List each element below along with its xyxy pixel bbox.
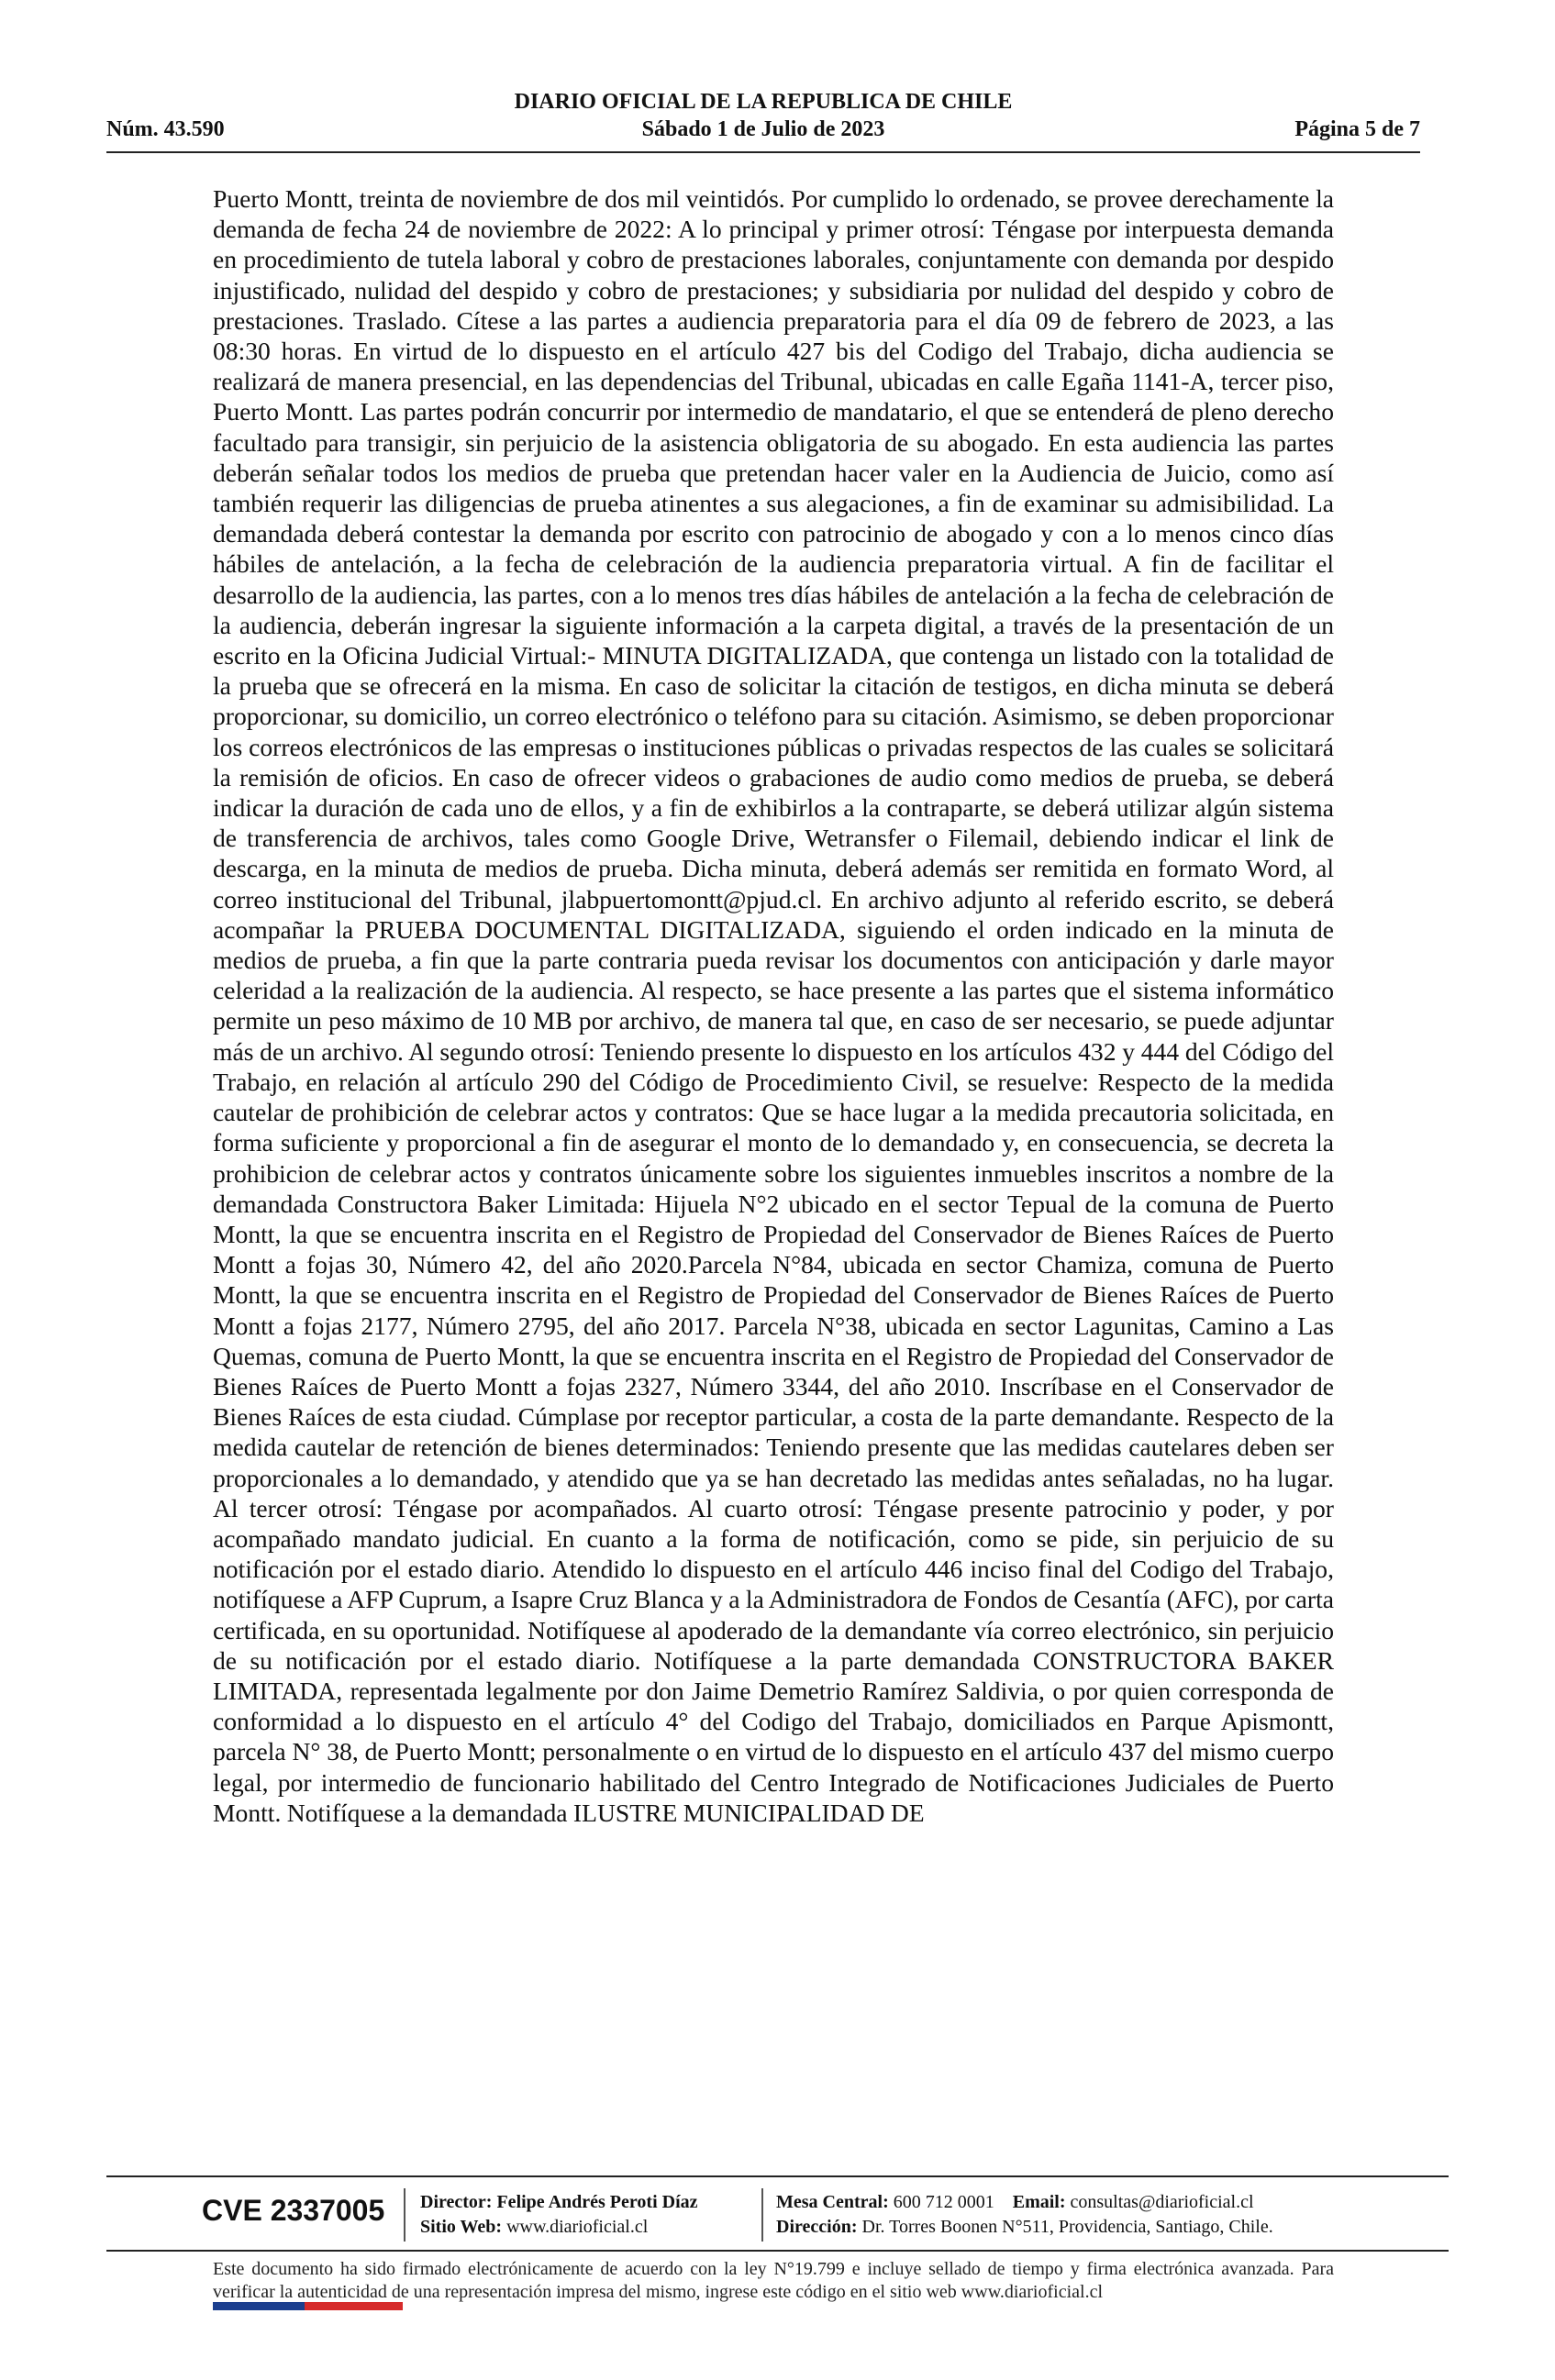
signature-disclaimer: Este documento ha sido firmado electrónicamente de acuerdo con la ley N°19.799 e incluye sellado de tiempo y firma electrónica avanzada. Para verificar la autenticidad de una representación impresa del mismo, ingrese este código en el sitio web www.diarioficial.cl bbox=[213, 2259, 1334, 2302]
page-number: Página 5 de 7 bbox=[1294, 117, 1420, 141]
footer-contact-block bbox=[776, 2190, 1273, 2240]
address-text: Dr. Torres Boonen N°511, Providencia, Santiago, Chile. bbox=[861, 2217, 1273, 2237]
website-link[interactable]: www.diarioficial.cl bbox=[506, 2217, 649, 2237]
body-paragraph: Puerto Montt, treinta de noviembre de dos mil veintidós. Por cumplido lo ordenado, se provee derechamente la demanda de fecha 24 de noviembre de 2022: A lo principal y primer otrosí: Téngase por interpuesta demanda en procedimiento de tutela laboral y cobro de prestaciones laborales, conjuntamente con demanda por despido injustificado, nulidad del despido y cobro de prestaciones; y subsidiaria por nulidad del despido y cobro de prestaciones. Traslado. Cítese a las partes a audiencia preparatoria para el día 09 de febrero de 2023, a las 08:30 horas. En virtud de lo dispuesto en el artículo 427 bis del Codigo del Trabajo, dicha audiencia se realizará de manera presencial, en las dependencias del Tribunal, ubicadas en calle Egaña 1141-A, tercer piso, Puerto Montt. Las partes podrán concurrir por intermedio de mandatario, el que se entenderá de pleno derecho facultado para transigir, sin perjuicio de la asistencia obligatoria de su abogado. En esta audiencia las partes deberán señalar todos los medios de prueba que pretendan hacer valer en la Audiencia de Juicio, como así también requerir las diligencias de prueba atinentes a sus alegaciones, a fin de examinar su admisibilidad. La demandada deberá contestar la demanda por escrito con patrocinio de abogado y con a lo menos cinco días hábiles de antelación, a la fecha de celebración de la audiencia preparatoria virtual. A fin de facilitar el desarrollo de la audiencia, las partes, con a lo menos tres días hábiles de antelación a la fecha de celebración de la audiencia, deberán ingresar la siguiente información a la carpeta digital, a través de la presentación de un escrito en la Oficina Judicial Virtual:- MINUTA DIGITALIZADA, que contenga un listado con la totalidad de la prueba que se ofrecerá en la misma. En caso de solicitar la citación de testigos, en dicha minuta se deberá proporcionar, su domicilio, un correo electrónico o teléfono para su citación. Asimismo, se deben proporcionar los correos electrónicos de las empresas o instituciones públicas o privadas respectos de las cuales se solicitará la remisión de oficios. En caso de ofrecer videos o grabaciones de audio como medios de prueba, se deberá indicar la duración de cada uno de ellos, y a fin de exhibirlos a la contraparte, se deberá utilizar algún sistema de transferencia de archivos, tales como Google Drive, Wetransfer o Filemail, debiendo indicar el link de descarga, en la minuta de medios de prueba. Dicha minuta, deberá además ser remitida en formato Word, al correo institucional del Tribunal, jlabpuertomontt@pjud.cl. En archivo adjunto al referido escrito, se deberá acompañar la PRUEBA DOCUMENTAL DIGITALIZADA, siguiendo el orden indicado en la minuta de medios de prueba, a fin que la parte contraria pueda revisar los documentos con anticipación y darle mayor celeridad a la realización de la audiencia. Al respecto, se hace presente a las partes que el sistema informático permite un peso máximo de 10 MB por archivo, de manera tal que, en caso de ser necesario, se puede adjuntar más de un archivo. Al segundo otrosí: Teniendo presente lo dispuesto en los artículos 432 y 444 del Código del Trabajo, en relación al artículo 290 del Código de Procedimiento Civil, se resuelve: Respecto de la medida cautelar de prohibición de celebrar actos y contratos: Que se hace lugar a la medida precautoria solicitada, en forma suficiente y proporcional a fin de asegurar el monto de lo demandado y, en consecuencia, se decreta la prohibicion de celebrar actos y contratos únicamente sobre los siguientes inmuebles inscritos a nombre de la demandada Constructora Baker Limitada: Hijuela N°2 ubicado en el sector Tepual de la comuna de Puerto Montt, la que se encuentra inscrita en el Registro de Propiedad del Conservador de Bienes Raíces de Puerto Montt a fojas 30, Número 42, del año 2020.Parcela N°84, ubicada en sector Chamiza, comuna de Puerto Montt, la que se encuentra inscrita en el Registro de Propiedad del Conservador de Bienes Raíces de Puerto Montt a fojas 2177, Número 2795, del año 2017. Parcela N°38, ubicada en sector Lagunitas, Camino a Las Quemas, comuna de Puerto Montt, la que se encuentra inscrita en el Registro de Propiedad del Conservador de Bienes Raíces de Puerto Montt a fojas 2327, Número 3344, del año 2010. Inscríbase en el Conservador de Bienes Raíces de esta ciudad. Cúmplase por receptor particular, a costa de la parte demandante. Respecto de la medida cautelar de retención de bienes determinados: Teniendo presente que las medidas cautelares deben ser proporcionales a lo demandado, y atendido que ya se han decretado las medidas antes señaladas, no ha lugar. Al tercer otrosí: Téngase por acompañados. Al cuarto otrosí: Téngase presente patrocinio y poder, y por acompañado mandato judicial. En cuanto a la forma de notificación, como se pide, sin perjuicio de su notificación por el estado diario. Atendido lo dispuesto en el artículo 446 inciso final del Codigo del Trabajo, notifíquese a AFP Cuprum, a Isapre Cruz Blanca y a la Administradora de Fondos de Cesantía (AFC), por carta certificada, en su oportunidad. Notifíquese al apoderado de la demandante vía correo electrónico, sin perjuicio de su notificación por el estado diario. Notifíquese a la parte demandada CONSTRUCTORA BAKER LIMITADA, representada legalmente por don Jaime Demetrio Ramírez Saldivia, o por quien corresponda de conformidad a lo dispuesto en el artículo 4° del Codigo del Trabajo, domiciliados en Parque Apismontt, parcela N° 38, de Puerto Montt; personalmente o en virtud de lo dispuesto en el artículo 437 del mismo cuerpo legal, por intermedio de funcionario habilitado del Centro Integrado de Notificaciones Judiciales de Puerto Montt. Notifíquese a la demandada ILUSTRE MUNICIPALIDAD DE bbox=[213, 184, 1334, 1827]
email-label: Email: bbox=[1012, 2192, 1066, 2212]
issue-date: Sábado 1 de Julio de 2023 bbox=[641, 117, 885, 141]
director-label: Director: bbox=[420, 2192, 493, 2212]
website-label: Sitio Web: bbox=[420, 2217, 503, 2237]
page-header bbox=[106, 84, 1420, 150]
header-divider bbox=[106, 151, 1420, 153]
footer-divider bbox=[106, 2250, 1449, 2252]
footer-separator bbox=[761, 2188, 763, 2242]
address-label: Dirección: bbox=[776, 2217, 858, 2237]
director-name: Felipe Andrés Peroti Díaz bbox=[496, 2192, 698, 2212]
phone-number: 600 712 0001 bbox=[893, 2192, 994, 2212]
flag-stripe-red bbox=[305, 2302, 403, 2310]
issue-number: Núm. 43.590 bbox=[106, 117, 225, 141]
header-row bbox=[106, 117, 1420, 145]
phone-label: Mesa Central: bbox=[776, 2192, 889, 2212]
document-body bbox=[213, 183, 1334, 1828]
footer-separator bbox=[404, 2188, 405, 2242]
flag-stripe-blue bbox=[213, 2302, 305, 2310]
cve-code: CVE 2337005 bbox=[202, 2194, 385, 2227]
email-link[interactable]: consultas@diarioficial.cl bbox=[1070, 2192, 1254, 2212]
publication-title: DIARIO OFICIAL DE LA REPUBLICA DE CHILE bbox=[514, 90, 1013, 114]
footer-director-block bbox=[420, 2190, 698, 2240]
footer-info bbox=[183, 2181, 1339, 2247]
footer-divider bbox=[106, 2175, 1449, 2177]
